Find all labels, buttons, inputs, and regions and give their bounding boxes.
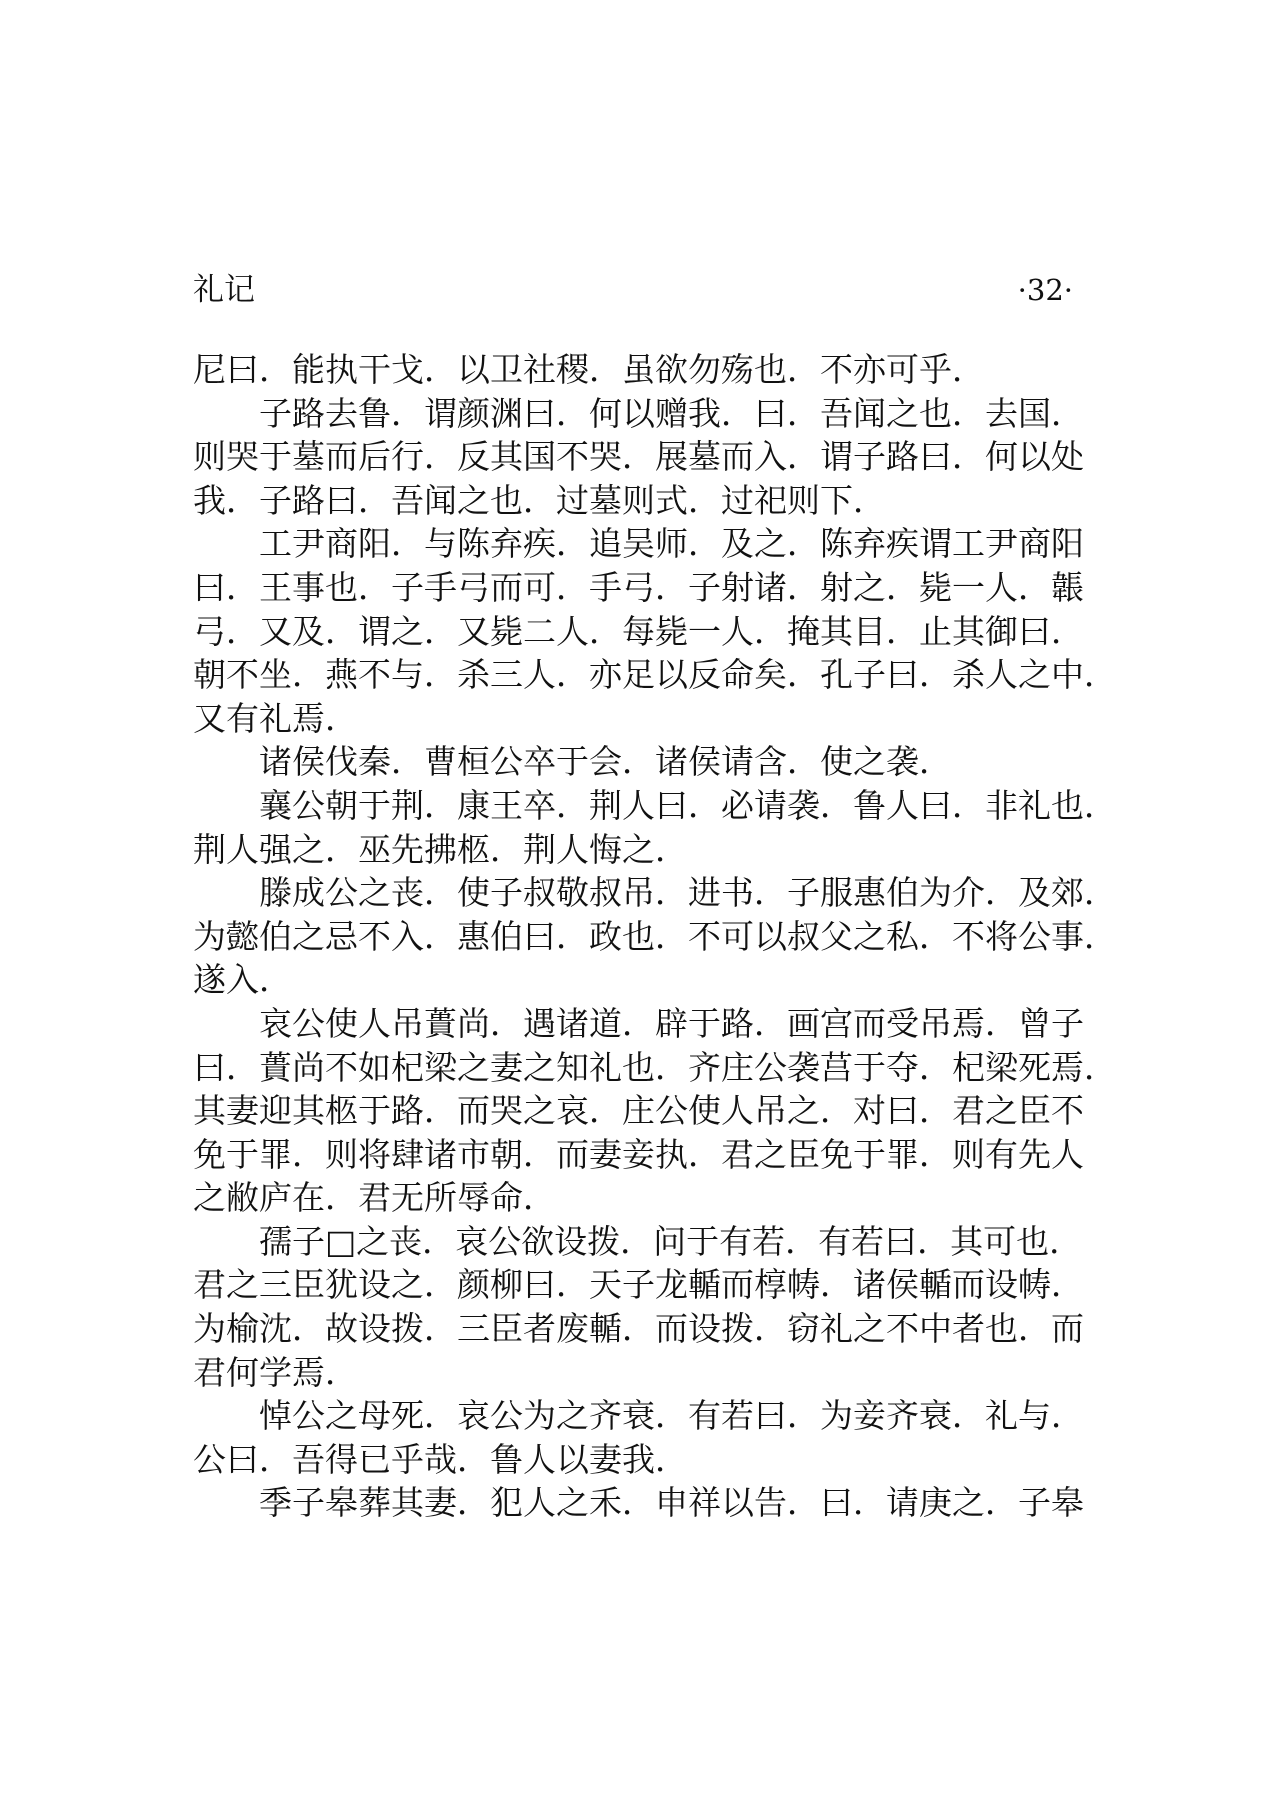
text-line: 公曰．吾得已乎哉．鲁人以妻我． (193, 1439, 688, 1479)
paragraph-first-line: 襄公朝于荆．康王卒．荆人曰．必请袭．鲁人曰．非礼也． (259, 785, 1117, 825)
text-line: 我．子路曰．吾闻之也．过墓则式．过祀则下． (193, 480, 886, 520)
paragraph-first-line: 季子皋葬其妻．犯人之禾．申祥以告．曰．请庚之．子皋 (259, 1483, 1084, 1523)
text-line: 免于罪．则将肆诸市朝．而妻妾执．君之臣免于罪．则有先人 (193, 1134, 1084, 1174)
text-line: 为懿伯之忌不入．惠伯曰．政也．不可以叔父之私．不将公事． (193, 916, 1117, 956)
text-line: 又有礼焉． (193, 698, 358, 738)
text-line: 尼曰．能执干戈．以卫社稷．虽欲勿殇也．不亦可乎． (193, 350, 985, 389)
text-line: 为榆沈．故设拨．三臣者废輴．而设拨．窃礼之不中者也．而 (193, 1309, 1084, 1349)
text-line: 君之三臣犹设之．颜柳曰．天子龙輴而椁帱．诸侯輴而设帱． (193, 1265, 1084, 1305)
page-header (193, 270, 1073, 310)
paragraph-first-line: 子路去鲁．谓颜渊曰．何以赠我．曰．吾闻之也．去国． (259, 393, 1084, 433)
text-line: 其妻迎其柩于路．而哭之哀．庄公使人吊之．对曰．君之臣不 (193, 1091, 1084, 1131)
text-line: 朝不坐．燕不与．杀三人．亦足以反命矣．孔子曰．杀人之中． (193, 655, 1117, 695)
text-line: 则哭于墓而后行．反其国不哭．展墓而入．谓子路曰．何以处 (193, 437, 1084, 477)
paragraph-first-line: 孺子□之丧．哀公欲设拨．问于有若．有若曰．其可也． (259, 1221, 1083, 1261)
paragraph-first-line: 工尹商阳．与陈弃疾．追吴师．及之．陈弃疾谓工尹商阳 (259, 524, 1084, 564)
text-line: 荆人强之．巫先拂柩．荆人悔之． (193, 829, 688, 869)
paragraph-first-line: 诸侯伐秦．曹桓公卒于会．诸侯请含．使之袭． (259, 742, 952, 782)
page-number: ·32· (1017, 273, 1073, 307)
text-line: 曰．蕢尚不如杞梁之妻之知礼也．齐庄公袭莒于夺．杞梁死焉． (193, 1047, 1117, 1087)
paragraph-first-line: 哀公使人吊蕢尚．遇诸道．辟于路．画宫而受吊焉．曾子 (259, 1003, 1084, 1043)
body-text (193, 348, 1117, 1525)
text-line: 弓．又及．谓之．又毙二人．每毙一人．掩其目．止其御曰． (193, 611, 1084, 651)
book-title: 礼记 (193, 272, 255, 308)
paragraph-first-line: 滕成公之丧．使子叔敬叔吊．进书．子服惠伯为介．及郊． (259, 873, 1117, 913)
text-line: 遂入． (193, 960, 292, 1000)
text-line: 曰．王事也．子手弓而可．手弓．子射诸．射之．毙一人．韔 (193, 567, 1084, 607)
text-line: 君何学焉． (193, 1352, 358, 1392)
paragraph-first-line: 悼公之母死．哀公为之齐衰．有若曰．为妾齐衰．礼与． (259, 1396, 1084, 1436)
text-line: 之敝庐在．君无所辱命． (193, 1178, 556, 1218)
